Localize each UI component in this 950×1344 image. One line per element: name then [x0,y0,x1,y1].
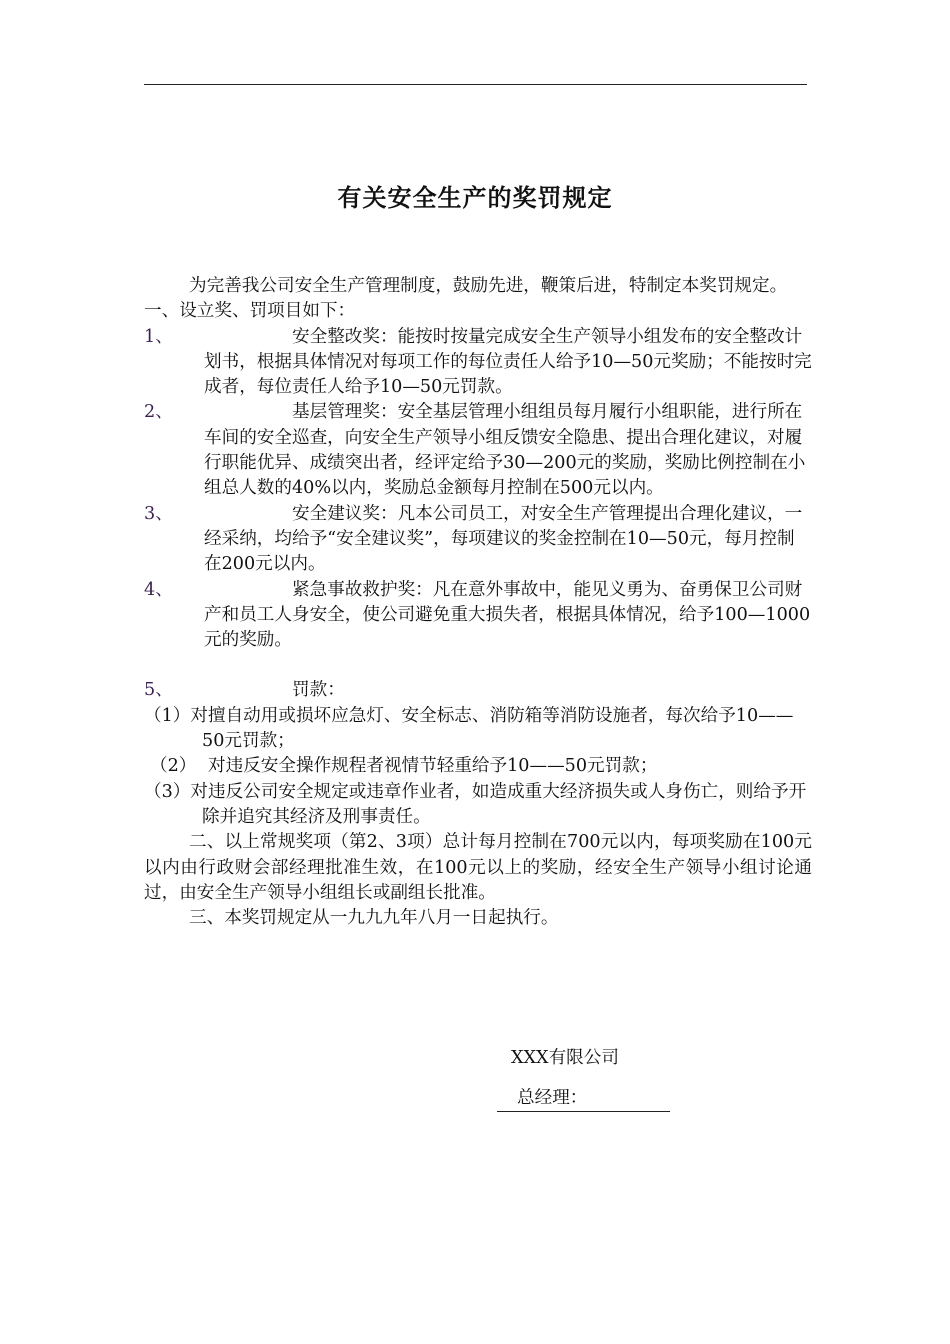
award-item [144,578,812,654]
penalty-number: 5、 [144,680,173,701]
award-text: 能，进行所在车间的安全巡查，向安全生产领导小组反馈安全隐患、提出合理化建议，对履行职能优异、成绩突出者，经评定给予30—200元的奖励，奖励比例控制在小组总人数的40%以内，奖励总金额每月控制在500元以内。 [204,402,806,499]
penalty-label: （3） [144,781,191,802]
penalty-name: 罚款： [292,680,345,701]
gm-label: 总经理： [517,1088,588,1108]
intro-paragraph: 为完善我公司安全生产管理制度，鼓励先进，鞭策后进，特制定本奖罚规定。 [189,276,788,296]
award-name: 安全整改奖： [292,326,398,347]
award-lead: 能按时按量完成安全生产领导小组发布 [397,326,697,347]
penalty-heading [144,678,812,703]
company-name: XXX有限公司 [511,1048,619,1068]
penalty-text: 对违反安全操作规程者视情节轻重给予10——50元罚款； [208,756,658,777]
award-item [144,325,812,401]
section2-paragraph: 二、以上常规奖项（第2、3项）总计每月控制在700元以内，每项奖励在100元以内由行政财会部经理批准生效，在100元以上的奖励，经安全生产领导小组讨论通过，由安全生产领导小组组长或副组长批准。 [144,832,812,903]
award-number: 4、 [144,579,173,600]
spacer [144,653,812,678]
award-name: 基层管理奖： [292,402,398,423]
penalty-label: （2） [150,756,197,777]
award-name: 紧急事故救护奖： [292,579,433,600]
section3-paragraph: 三、本奖罚规定从一九九九年八月一日起执行。 [189,908,559,929]
document-body [144,274,812,931]
penalty-text: 对擅自动用或损坏应急灯、安全标志、消防箱等消防设施者，每次给予10——50元罚款； [190,705,794,752]
award-number: 3、 [144,503,173,524]
award-lead: 凡在意外事故中，能见义勇为、奋勇 [432,579,715,600]
penalty-item [144,780,812,831]
award-number: 1、 [144,326,173,347]
award-item [144,400,812,501]
award-lead: 凡本公司员工，对安全生产管理提出合理 [397,503,715,524]
award-item [144,502,812,578]
award-text: 的安全整改计划书，根据具体情况对每项工作的每位责任人给予10—50元奖励；不能按时完成者，每位责任人给予10—50元罚款。 [204,326,812,398]
header-rule [144,84,807,85]
penalty-label: （1） [144,705,191,726]
award-number: 2、 [144,402,173,423]
general-manager-signature [497,1088,670,1117]
award-name: 安全建议奖： [292,503,398,524]
page-title: 有关安全生产的奖罚规定 [337,184,613,212]
award-lead: 安全基层管理小组组员每月履行小组职 [397,402,697,423]
award-text: 化建议，一经采纳，均给予“安全建议奖”，每项建议的奖金控制在10—50元，每月控制在200元以内。 [204,503,803,575]
penalty-text: 对违反公司安全规定或违章作业者，如造成重大经济损失或人身伤亡，则给予开除并追究其经济及刑事责任。 [190,781,807,827]
signature-line [497,1088,670,1112]
section1-heading: 一、设立奖、罚项目如下： [144,301,356,322]
award-text: 保卫公司财产和员工人身安全，使公司避免重大损失者，根据具体情况，给予100—1000元的奖励。 [204,579,811,651]
penalty-item [144,754,812,779]
penalty-item [144,704,812,755]
